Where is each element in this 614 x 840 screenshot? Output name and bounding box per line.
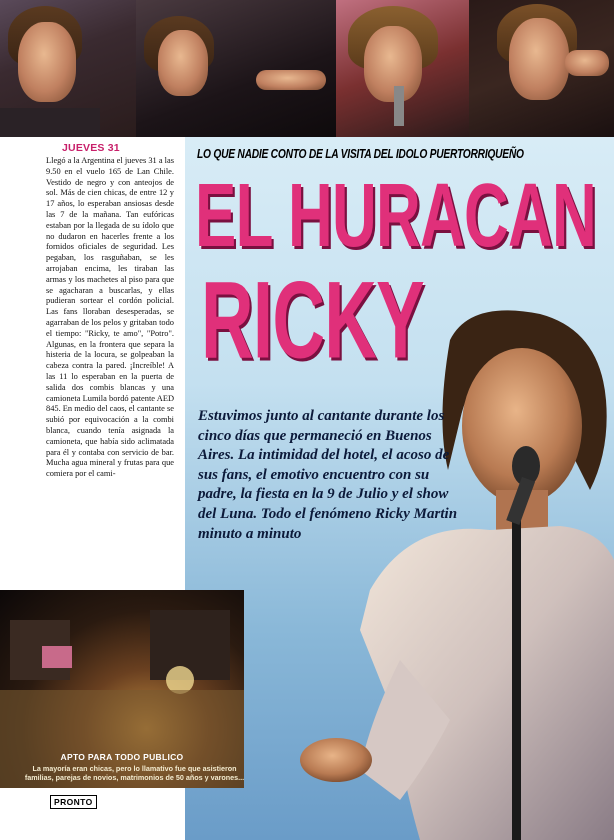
photo-pointing (136, 0, 336, 137)
face (158, 30, 208, 96)
face (364, 26, 422, 102)
top-photo-strip (0, 0, 614, 137)
hand (565, 50, 609, 76)
arm (256, 70, 326, 90)
mic-stand (512, 510, 521, 840)
date-heading: JUEVES 31 (62, 142, 120, 154)
intro-paragraph: Estuvimos junto al cantante durante los cinco días que permaneció en Buenos Aires. La intimidad del hotel, el acoso de sus fans, el emotivo encuentro con su padre, la fiesta en la 9 de Julio y el show del Luna. Todo el fenómeno Ricky Martin minuto a minuto (198, 408, 458, 542)
crowd-caption: La mayoría eran chicas, pero lo llamativo fue que asistieron familias, parejas de novios, matrimonios de 50 años y varones... (24, 764, 245, 782)
photo-singing-mic (336, 0, 469, 137)
headline-line-1: EL HURACAN (195, 164, 597, 266)
stage-screen (42, 646, 72, 668)
stage-light (166, 666, 194, 694)
photo-smiling (0, 0, 136, 137)
face (18, 22, 76, 102)
crowd-caption-title: APTO PARA TODO PUBLICO (60, 752, 184, 762)
magazine-logo: PRONTO (50, 795, 97, 809)
singer-hand (300, 738, 372, 782)
jacket (0, 108, 100, 137)
headline-line-2: RICKY (201, 259, 425, 382)
article-body: Llegó a la Argentina el jueves 31 a las 9.50 en el vuelo 165 de Lan Chile. Vestido de negro y con anteojos de sol. Más de cien chicas, de entre 12 y 17 años, lo esperaban ansiosas desde las 7 de la mañana. Tan eufóricas estaban por la llegada de su ídolo que no dudaron en hacerles frente a los fornidos oficiales de seguridad. Les pegaban, los rasguñaban, se les arrojaban encima, les tiraban las armas y los machetes al piso para que se agacharan a buscarlas, y ellas pudieran sortear el cordón policial. Las fans lloraban desesperadas, se agarraban de los pelos y gritaban todo el tiempo: "Ricky, te amo", "Potro". Algunas, en la frontera que separa la histeria de la locura, se golpeaban la cabeza contra la pared. ¡Increíble! A las 11 lo esperaban en la puerta de salida dos combis blancas y una camioneta Lumila bordó patente AED 845. En medio del caos, el cantante se subió por equivocación a la combi blanca, cuando tenía asignada la camioneta, que había sido aclimatada para él y contaba con servicio de bar. Mucha agua mineral y frutas para que comiera por el cami- (46, 156, 174, 479)
microphone (394, 86, 404, 126)
building (150, 610, 230, 680)
face (509, 18, 569, 100)
photo-hand-to-face (469, 0, 614, 137)
kicker: LO QUE NADIE CONTO DE LA VISITA DEL IDOLO PUERTORRIQUEÑO (197, 147, 524, 161)
